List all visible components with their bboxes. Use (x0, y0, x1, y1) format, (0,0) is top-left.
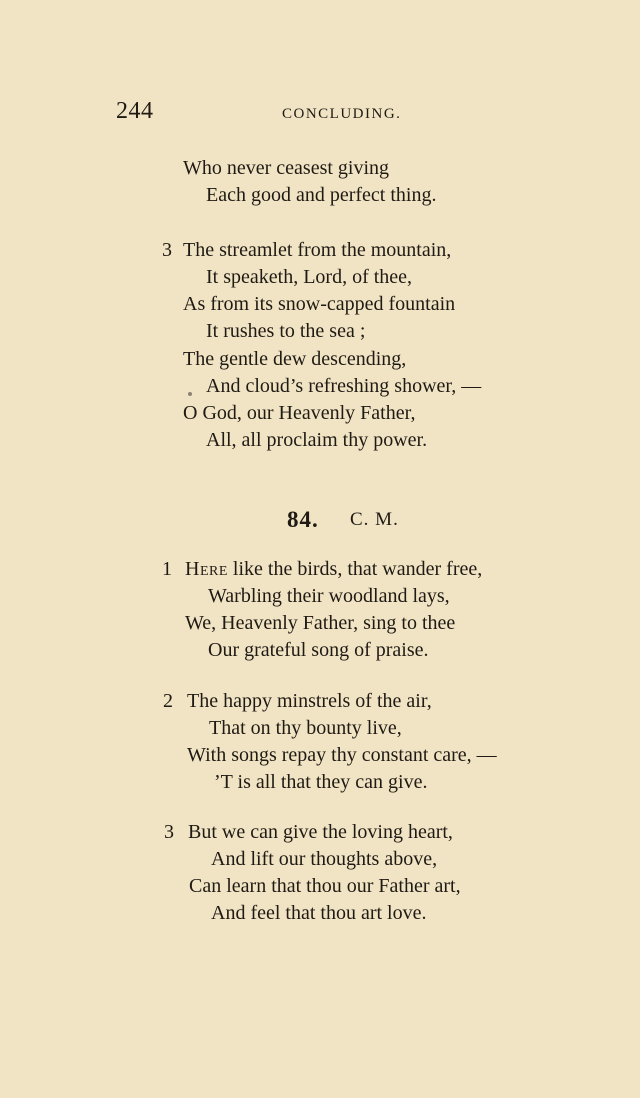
hymn-number: 84. (287, 507, 319, 532)
verse-line: Our grateful song of praise. (208, 639, 429, 661)
verse-line (185, 557, 482, 581)
verse-line: It rushes to the sea ; (206, 320, 366, 342)
verse-line: The streamlet from the mountain, (183, 239, 452, 261)
stanza-number: 3 (162, 239, 172, 261)
verse-line: And feel that thou art love. (211, 902, 427, 924)
verse-line: ’T is all that they can give. (214, 771, 428, 793)
running-header-title: CONCLUDING. (282, 106, 402, 122)
verse-line: O God, our Heavenly Father, (183, 402, 416, 424)
hymn-meter: C. M. (350, 509, 399, 530)
verse-line: That on thy bounty live, (209, 717, 402, 739)
verse-line: Warbling their woodland lays, (208, 585, 450, 607)
verse-line: Can learn that thou our Father art, (189, 875, 461, 897)
ink-speck (188, 392, 192, 396)
stanza-number: 2 (163, 690, 173, 712)
verse-line: And lift our thoughts above, (211, 848, 438, 870)
stanza-number: 1 (162, 558, 172, 580)
verse-line: The gentle dew descending, (183, 348, 407, 370)
verse-line: But we can give the loving heart, (188, 821, 453, 843)
stanza-number: 3 (164, 821, 174, 843)
verse-line: As from its snow-capped fountain (183, 293, 456, 315)
verse-line: And cloud’s refreshing shower, — (206, 375, 482, 397)
verse-line: We, Heavenly Father, sing to thee (185, 612, 456, 634)
first-line-rest: like the birds, that wander free, (227, 558, 483, 580)
verse-line: All, all proclaim thy power. (206, 429, 428, 451)
verse-line: The happy minstrels of the air, (187, 690, 432, 712)
verse-line: With songs repay thy constant care, — (187, 744, 497, 766)
verse-line: Who never ceasest giving (183, 157, 390, 179)
verse-line: Each good and perfect thing. (206, 184, 437, 206)
page-number: 244 (116, 98, 154, 124)
first-word-smallcaps: Here (185, 558, 228, 580)
verse-line: It speaketh, Lord, of thee, (206, 266, 413, 288)
